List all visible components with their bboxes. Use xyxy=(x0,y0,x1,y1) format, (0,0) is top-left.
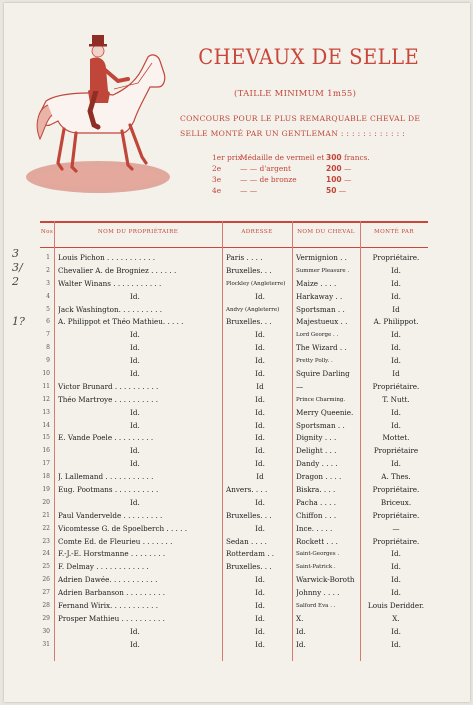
table-row xyxy=(40,368,428,381)
prize-row xyxy=(212,185,372,196)
entry-number: 10 xyxy=(42,370,50,378)
entry-number: 7 xyxy=(46,331,50,339)
prize-row xyxy=(212,163,372,174)
horse-name: Chiffon . . . xyxy=(296,510,337,520)
table-row xyxy=(40,329,428,342)
owner-name: A. Philippot et Théo Mathieu. . . . . xyxy=(58,317,184,327)
owner-address: Id. xyxy=(255,613,265,623)
prize-rank: 1er prix : xyxy=(212,153,247,162)
owner-address: Id xyxy=(256,472,264,482)
owner-address: Id. xyxy=(255,588,265,598)
horse-name: Warwick-Boroth xyxy=(296,575,355,585)
owner-name: Walter Winans . . . . . . . . . . . xyxy=(58,278,162,288)
owner-name: F.-J.-E. Horstmanne . . . . . . . . xyxy=(58,549,166,559)
contest-description xyxy=(180,111,432,141)
table-row xyxy=(40,420,428,433)
rider-name: Id. xyxy=(391,626,401,636)
prize-amount: 50 — xyxy=(326,186,347,195)
table-row xyxy=(40,523,428,536)
table-row xyxy=(40,432,428,445)
horse-name: X. xyxy=(296,613,304,623)
rider-name: Id. xyxy=(391,278,401,288)
horse-name: Prince Charming. xyxy=(296,396,346,403)
table-row xyxy=(40,445,428,458)
horse-name: Ince. . . . . xyxy=(296,523,333,533)
horse-name: Harkaway . . xyxy=(296,291,343,301)
table-header-rule xyxy=(40,247,428,248)
owner-address: Bruxelles. . . xyxy=(226,317,272,327)
entry-number: 22 xyxy=(42,524,50,532)
rider-name: T. Nutt. xyxy=(382,394,410,404)
table-row xyxy=(40,316,428,329)
owner-name: Id. xyxy=(130,369,140,379)
table-row xyxy=(40,600,428,613)
horse-name: Sportsman . . xyxy=(296,304,345,314)
owner-name: E. Vande Poele . . . . . . . . . xyxy=(58,433,154,443)
prize-rank: 3e xyxy=(212,175,222,184)
owner-address: Rotterdam . . xyxy=(226,549,275,559)
table-row xyxy=(40,407,428,420)
horse-name: Vermignion . . xyxy=(296,253,347,262)
table-row xyxy=(40,471,428,484)
table-top-rule xyxy=(40,221,428,223)
entry-number: 11 xyxy=(42,382,50,390)
entry-number: 26 xyxy=(42,576,50,584)
owner-address: Id. xyxy=(255,575,265,585)
rider-name: Id. xyxy=(391,330,401,340)
owner-name: Id. xyxy=(130,407,140,417)
table-row xyxy=(40,561,428,574)
rider-name: Propriétaire. xyxy=(372,510,420,520)
owner-address: Paris . . . . xyxy=(226,253,263,262)
rider-name: Id. xyxy=(391,459,401,469)
entry-number: 19 xyxy=(42,486,50,494)
owner-address: Bruxelles. . . xyxy=(226,562,272,572)
entry-number: 24 xyxy=(42,550,50,558)
entry-number: 14 xyxy=(42,421,50,429)
entry-number: 23 xyxy=(42,537,50,545)
table-row xyxy=(40,497,428,510)
horse-name: Majestueux . . xyxy=(296,317,348,327)
table-row xyxy=(40,394,428,407)
owner-name: Id. xyxy=(130,639,140,649)
table-row xyxy=(40,587,428,600)
entry-number: 31 xyxy=(42,640,50,648)
entry-number: 12 xyxy=(42,395,50,403)
owner-address: Id. xyxy=(255,420,265,430)
rider-name: Id xyxy=(392,369,400,379)
owner-name: Jack Washington. . . . . . . . . . xyxy=(58,304,162,314)
rider-name: Propriétaire. xyxy=(372,381,420,391)
horse-name: Merry Queenie. xyxy=(296,407,354,417)
prize-desc: — — d'argent xyxy=(240,164,292,173)
page-title: CHEVAUX DE SELLE xyxy=(198,45,420,69)
entry-number: 20 xyxy=(42,498,50,506)
rider-name: X. xyxy=(392,613,400,623)
rider-name: Id. xyxy=(391,356,401,366)
rider-name: Id. xyxy=(391,291,401,301)
entry-number: 18 xyxy=(42,473,50,481)
table-row xyxy=(40,613,428,626)
entry-number: 27 xyxy=(42,589,50,597)
table-row xyxy=(40,574,428,587)
horse-rider-illustration xyxy=(18,29,178,204)
table-row xyxy=(40,548,428,561)
horse-name: Saint-Georges . xyxy=(296,551,340,558)
owner-name: Adrien Dawée. . . . . . . . . . . xyxy=(58,575,158,585)
entry-number: 2 xyxy=(46,266,50,274)
horse-name: Sportsman . . xyxy=(296,420,345,430)
owner-address: Id. xyxy=(255,330,265,340)
rider-name: A. Philippot. xyxy=(373,317,419,327)
owner-address: Id. xyxy=(255,407,265,417)
owner-address: Id. xyxy=(255,523,265,533)
owner-name: Id. xyxy=(130,291,140,301)
horse-name: Rockett . . . xyxy=(296,536,338,546)
owner-address: Id. xyxy=(255,497,265,507)
owner-name: Eug. Pootmans . . . . . . . . . . xyxy=(58,485,159,495)
owner-name: Id. xyxy=(130,446,140,456)
prize-list xyxy=(212,152,372,196)
horse-name: Dignity . . . xyxy=(296,433,337,443)
rider-name: Id. xyxy=(391,549,401,559)
prize-amount: 200 — xyxy=(326,164,352,173)
horse-name: Salford Eva . . xyxy=(296,603,336,610)
owner-name: Théo Martroye . . . . . . . . . . xyxy=(58,394,159,404)
owner-name: Prosper Mathieu . . . . . . . . . . xyxy=(58,613,165,623)
horse-name: Dandy . . . . xyxy=(296,459,338,469)
horse-name: Squire Darling xyxy=(296,369,350,379)
rider-name: Id xyxy=(392,304,400,314)
horse-name: Pacha . . . . xyxy=(296,497,337,507)
prize-amount: 300 francs. xyxy=(326,153,370,162)
table-row xyxy=(40,381,428,394)
entry-number: 16 xyxy=(42,447,50,455)
table-row xyxy=(40,458,428,471)
owner-name: Id. xyxy=(130,356,140,366)
entry-number: 15 xyxy=(42,434,50,442)
table-row xyxy=(40,355,428,368)
rider-name: Mottet. xyxy=(382,433,410,443)
owner-name: J. Lallemand . . . . . . . . . . . xyxy=(58,472,154,482)
owner-address: Id. xyxy=(255,639,265,649)
entry-number: 3 xyxy=(46,279,50,287)
owner-address: Id. xyxy=(255,459,265,469)
owner-name: Id. xyxy=(130,497,140,507)
column-header-address: ADRESSE xyxy=(241,229,273,235)
prize-rank: 4e xyxy=(212,186,222,195)
owner-address: Id. xyxy=(255,433,265,443)
column-header-horse: NOM DU CHEVAL xyxy=(297,229,355,235)
prize-desc: — — xyxy=(240,186,258,195)
contest-line-2: SELLE MONTÉ PAR UN GENTLEMAN : : : : : : : : : : : : xyxy=(180,129,406,138)
entry-number: 30 xyxy=(42,627,50,635)
table-row xyxy=(40,510,428,523)
owner-name: Id. xyxy=(130,330,140,340)
rider-name: Louis Deridder. xyxy=(367,601,425,611)
table-row xyxy=(40,626,428,639)
owner-name: Paul Vandervelde . . . . . . . . . xyxy=(58,510,163,520)
horse-name: Id. xyxy=(296,639,306,649)
owner-name: Chevalier A. de Brogniez . . . . . . xyxy=(58,265,177,275)
rider-name: Id. xyxy=(391,588,401,598)
table-row xyxy=(40,278,428,291)
column-header-rider: MONTÉ PAR xyxy=(374,229,414,235)
owner-name: Adrien Barbanson . . . . . . . . . xyxy=(58,588,165,598)
margin-note: 3 xyxy=(12,247,19,260)
owner-name: Louis Pichon . . . . . . . . . . . xyxy=(58,253,156,262)
prize-row xyxy=(212,174,372,185)
prize-amount: 100 — xyxy=(326,175,352,184)
owner-address: Id. xyxy=(255,343,265,353)
rider-name: Propriétaire. xyxy=(372,253,420,262)
prize-desc: Médaille de vermeil et xyxy=(240,153,325,162)
rider-name: — xyxy=(392,523,400,533)
table-row xyxy=(40,484,428,497)
owner-name: Fernand Wirix. . . . . . . . . . . xyxy=(58,601,159,611)
rider-name: Id. xyxy=(391,407,401,417)
owner-address: Anvers. . . . xyxy=(226,485,268,495)
table-row xyxy=(40,536,428,549)
handwritten-margin-notes xyxy=(12,247,25,329)
prize-row xyxy=(212,152,372,163)
owner-address: Id. xyxy=(255,394,265,404)
prize-rank: 2e xyxy=(212,164,222,173)
table-body xyxy=(40,252,428,652)
owner-name: F. Delmay . . . . . . . . . . . . xyxy=(58,562,149,572)
rider-name: Propriétaire. xyxy=(372,485,420,495)
owner-address: Plockley (Angleterre) xyxy=(226,280,286,287)
entry-number: 17 xyxy=(42,460,50,468)
rider-name: Id. xyxy=(391,265,401,275)
table-row xyxy=(40,291,428,304)
catalog-page xyxy=(4,3,470,702)
table-row xyxy=(40,304,428,317)
owner-name: Id. xyxy=(130,626,140,636)
entry-number: 9 xyxy=(46,357,50,365)
margin-note: 2 xyxy=(12,275,19,288)
owner-address: Id. xyxy=(255,446,265,456)
rider-name: Propriétaire. xyxy=(372,536,420,546)
table-row xyxy=(40,265,428,278)
horse-name: Dragon . . . . xyxy=(296,472,342,482)
entry-number: 1 xyxy=(46,254,50,261)
entry-number: 6 xyxy=(46,318,50,326)
owner-address: Andvy (Angleterre) xyxy=(226,306,280,313)
rider-name: Propriétaire xyxy=(373,446,419,456)
horse-name: Biskra. . . . xyxy=(296,485,336,495)
entry-number: 13 xyxy=(42,408,50,416)
owner-name: Id. xyxy=(130,459,140,469)
owner-name: Vicomtesse G. de Spoelberch . . . . . xyxy=(58,523,187,533)
column-header-num: Nos xyxy=(40,229,54,235)
rider-name: Id. xyxy=(391,575,401,585)
rider-name: Id. xyxy=(391,343,401,353)
rider-name: Id. xyxy=(391,639,401,649)
owner-address: Id. xyxy=(255,626,265,636)
page-subtitle: (TAILLE MINIMUM 1m55) xyxy=(234,89,357,99)
rider-name: Briceux. xyxy=(380,497,412,507)
entry-number: 25 xyxy=(42,563,50,571)
entry-number: 5 xyxy=(46,305,50,313)
owner-address: Bruxelles. . . xyxy=(226,510,272,520)
margin-note: 3/ xyxy=(12,261,23,274)
horse-name: Maize . . . . xyxy=(296,278,337,288)
table-row xyxy=(40,342,428,355)
entry-number: 4 xyxy=(46,292,50,300)
horse-name: Delight . . . xyxy=(296,446,337,456)
table-row xyxy=(40,252,428,265)
entry-number: 21 xyxy=(42,511,50,519)
owner-address: Id. xyxy=(255,601,265,611)
horse-name: — xyxy=(296,381,304,391)
owner-name: Victor Brunard . . . . . . . . . . xyxy=(58,381,159,391)
owner-address: Bruxelles. . . xyxy=(226,265,272,275)
owner-address: Sedan . . . . xyxy=(226,536,267,546)
horse-name: Summer Pleasure . xyxy=(296,267,350,274)
owner-address: Id xyxy=(256,381,264,391)
horse-name: Saint-Patrick . xyxy=(296,564,336,571)
table-row xyxy=(40,639,428,652)
owner-name: Id. xyxy=(130,420,140,430)
owner-address: Id. xyxy=(255,369,265,379)
horse-name: Johnny . . . . xyxy=(296,588,340,598)
horse-name: Pretty Polly. . xyxy=(296,358,333,365)
rider-name: Id. xyxy=(391,420,401,430)
prize-desc: — — de bronze xyxy=(240,175,297,184)
margin-note: 1? xyxy=(12,315,25,328)
entry-number: 8 xyxy=(46,344,50,352)
owner-address: Id. xyxy=(255,356,265,366)
horse-name: Id. xyxy=(296,626,306,636)
horse-name: Lord George . . xyxy=(296,332,339,339)
rider-name: A. Thes. xyxy=(381,472,411,482)
owner-address: Id. xyxy=(255,291,265,301)
contest-line-1: CONCOURS POUR LE PLUS REMARQUABLE CHEVAL DE xyxy=(180,114,421,123)
column-header-owner: NOM DU PROPRIÉTAIRE xyxy=(97,229,179,235)
entry-number: 29 xyxy=(42,614,50,622)
owner-name: Comte Ed. de Fleurieu . . . . . . . xyxy=(58,536,173,546)
rider-name: Id. xyxy=(391,562,401,572)
owner-name: Id. xyxy=(130,343,140,353)
horse-name: The Wizard . . xyxy=(296,343,347,353)
entry-number: 28 xyxy=(42,602,50,610)
